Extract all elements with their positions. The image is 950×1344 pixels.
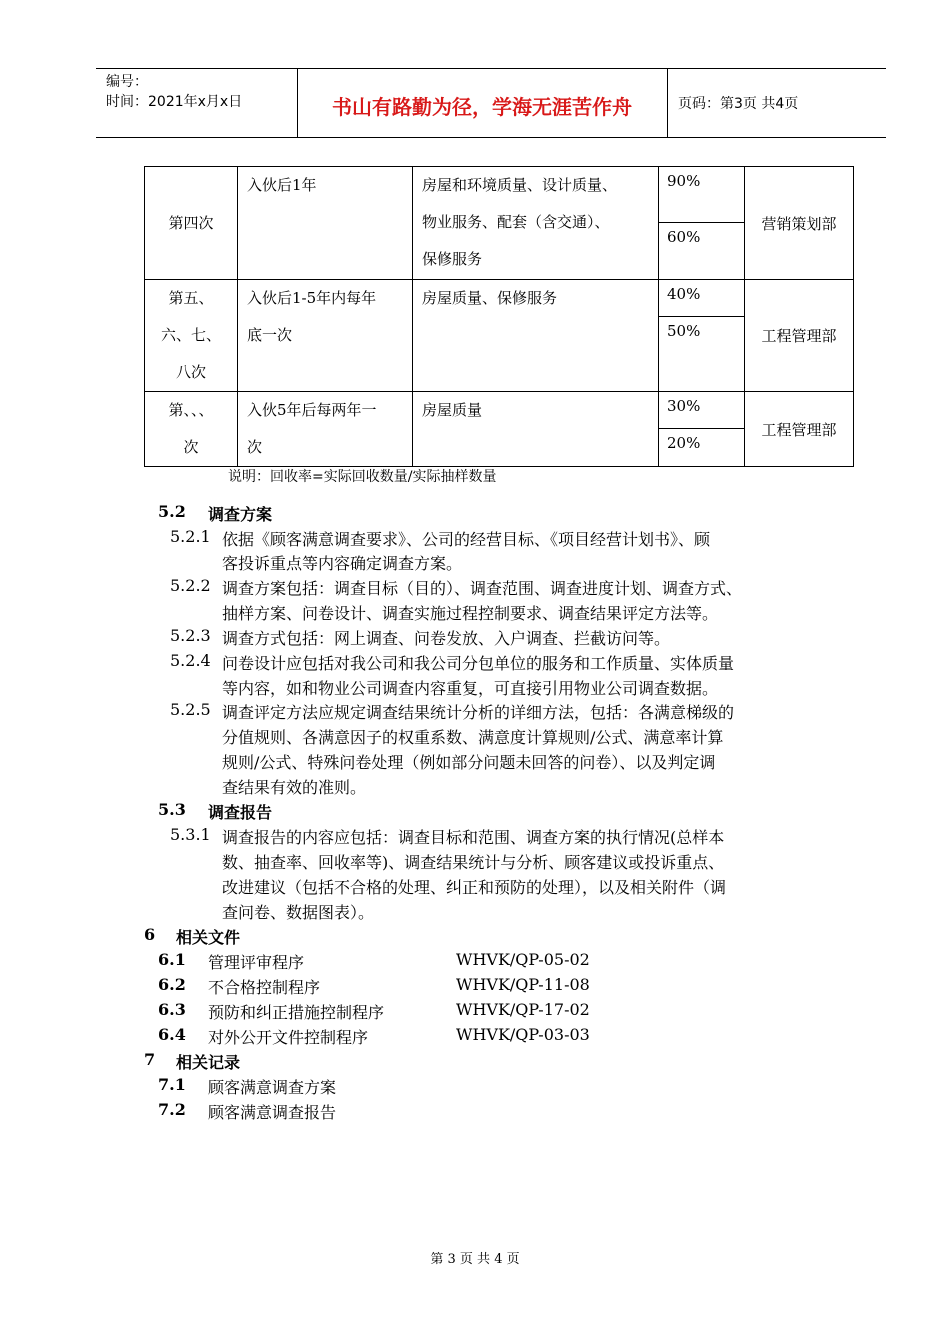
record-name: 顾客满意调查报告: [208, 1103, 337, 1122]
time-text: 次: [247, 438, 263, 456]
section-number: 5.2: [158, 502, 186, 521]
doc-name: 对外公开文件控制程序: [208, 1028, 369, 1047]
clause-line: 规则/公式、特殊问卷处理（例如部分问题未回答的问卷）、以及判定调: [222, 753, 716, 772]
recovery-pct: 50%: [667, 322, 701, 340]
doc-code: WHVK/QP-17-02: [456, 1000, 590, 1019]
dept-text: 工程管理部: [761, 327, 837, 345]
freq-text: 第、、、: [168, 401, 214, 419]
clause-line: 分值规则、各满意因子的权重系数、满意度计算规则/公式、满意率计算: [222, 728, 724, 747]
section-number: 6: [144, 925, 156, 944]
doc-number: 6.2: [158, 975, 186, 994]
recovery-pct: 60%: [667, 228, 701, 246]
clause-number: 5.2.3: [170, 626, 211, 645]
table-row: [145, 167, 854, 280]
content-cell: [413, 280, 659, 392]
time-text: 入伙后1-5年内每年: [247, 289, 377, 307]
time-text: 入伙后1年: [247, 176, 317, 194]
clause-line: 改进建议（包括不合格的处理、纠正和预防的处理），以及相关附件（调: [222, 878, 727, 897]
time-cell: [238, 280, 413, 392]
freq-cell: [145, 167, 238, 280]
freq-text: 第四次: [168, 213, 214, 232]
dept-cell: [745, 167, 854, 280]
content-cell: [413, 167, 659, 280]
content-line: 房屋和环境质量、设计质量、: [422, 176, 618, 194]
header-page-cell: [668, 69, 886, 137]
time-text: 底一次: [247, 326, 293, 344]
section-title: 调查报告: [208, 803, 273, 822]
content-line: 房屋质量、保修服务: [422, 289, 558, 307]
doc-name: 预防和纠正措施控制程序: [208, 1003, 385, 1022]
page-header: [96, 68, 886, 138]
recovery-pct: 20%: [667, 434, 701, 452]
content-line: 房屋质量: [422, 401, 483, 419]
pct-cell: [659, 392, 745, 467]
section-number: 5.3: [158, 800, 186, 819]
pct-cell: [659, 280, 745, 392]
time-text: 入伙5年后每两年一: [247, 401, 377, 419]
section-title: 调查方案: [208, 505, 273, 524]
time-label: 时间：2021年x月x日: [106, 94, 243, 110]
clause-line: 问卷设计应包括对我公司和我公司分包单位的服务和工作质量、实体质量: [222, 654, 735, 673]
clause-number: 5.2.4: [170, 651, 211, 670]
clause-line: 调查评定方法应规定调查结果统计分析的详细方法，包括：各满意梯级的: [222, 703, 735, 722]
motto-text: 书山有路勤为径，学海无涯苦作舟: [332, 95, 632, 119]
clause-number: 5.2.5: [170, 700, 211, 719]
freq-cell: [145, 280, 238, 392]
survey-schedule-table: [144, 166, 854, 467]
clause-line: 等内容，如和物业公司调查内容重复，可直接引用物业公司调查数据。: [222, 679, 719, 698]
freq-cell: [145, 392, 238, 467]
clause-line: 客投诉重点等内容确定调查方案。: [222, 554, 463, 573]
record-number: 7.2: [158, 1100, 186, 1119]
content-line: 物业服务、配套（含交通）、: [422, 213, 610, 231]
header-page-label: 页码：第3页 共4页: [678, 96, 799, 112]
time-cell: [238, 392, 413, 467]
doc-name: 管理评审程序: [208, 953, 305, 972]
clause-line: 数、抽查率、回收率等)、调查结果统计与分析、顾客建议或投诉重点、: [222, 853, 725, 872]
pct-cell: [659, 167, 745, 280]
section-number: 7: [144, 1050, 156, 1069]
record-name: 顾客满意调查方案: [208, 1078, 337, 1097]
recovery-pct: 30%: [659, 392, 744, 429]
clause-line: 依据《顾客满意调查要求》、公司的经营目标、《项目经营计划书》、顾: [222, 530, 711, 549]
dept-cell: [745, 392, 854, 467]
clause-number: 5.2.1: [170, 527, 211, 546]
freq-text: 六、七、: [160, 326, 221, 344]
doc-number: 6.1: [158, 950, 186, 969]
table-row: [145, 392, 854, 467]
section-title: 相关文件: [176, 928, 241, 947]
section-title: 相关记录: [176, 1053, 241, 1072]
doc-code: WHVK/QP-05-02: [456, 950, 590, 969]
clause-line: 调查方式包括：网上调查、问卷发放、入户调查、拦截访问等。: [222, 629, 671, 648]
table-row: [145, 280, 854, 392]
doc-name: 不合格控制程序: [208, 978, 321, 997]
recovery-pct: 40%: [659, 280, 744, 317]
dept-text: 工程管理部: [761, 420, 837, 439]
recovery-pct: 90%: [659, 167, 744, 223]
serial-label: 编号：: [106, 74, 148, 90]
doc-code: WHVK/QP-11-08: [456, 975, 590, 994]
doc-code: WHVK/QP-03-03: [456, 1025, 590, 1044]
clause-line: 抽样方案、问卷设计、调查实施过程控制要求、调查结果评定方法等。: [222, 604, 719, 623]
freq-text: 八次: [175, 363, 206, 381]
doc-number: 6.3: [158, 1000, 186, 1019]
clause-line: 查结果有效的准则。: [222, 778, 367, 797]
freq-text: 次: [183, 438, 199, 456]
table-note: 说明：回收率=实际回收数量/实际抽样数量: [228, 469, 497, 485]
content-line: 保修服务: [422, 250, 483, 268]
freq-text: 第五、: [168, 289, 214, 307]
header-left-cell: [96, 69, 298, 137]
doc-number: 6.4: [158, 1025, 186, 1044]
dept-text: 营销策划部: [761, 214, 837, 233]
clause-number: 5.3.1: [170, 825, 211, 844]
record-number: 7.1: [158, 1075, 186, 1094]
clause-line: 调查方案包括：调查目标（目的）、调查范围、调查进度计划、调查方式、: [222, 579, 743, 598]
clause-line: 调查报告的内容应包括：调查目标和范围、调查方案的执行情况(总样本: [222, 828, 725, 847]
dept-cell: [745, 280, 854, 392]
clause-line: 查问卷、数据图表）。: [222, 903, 375, 922]
clause-number: 5.2.2: [170, 576, 211, 595]
header-motto-cell: [297, 69, 668, 137]
page-footer: 第 3 页 共 4 页: [430, 1252, 520, 1267]
content-cell: [413, 392, 659, 467]
time-cell: [238, 167, 413, 280]
